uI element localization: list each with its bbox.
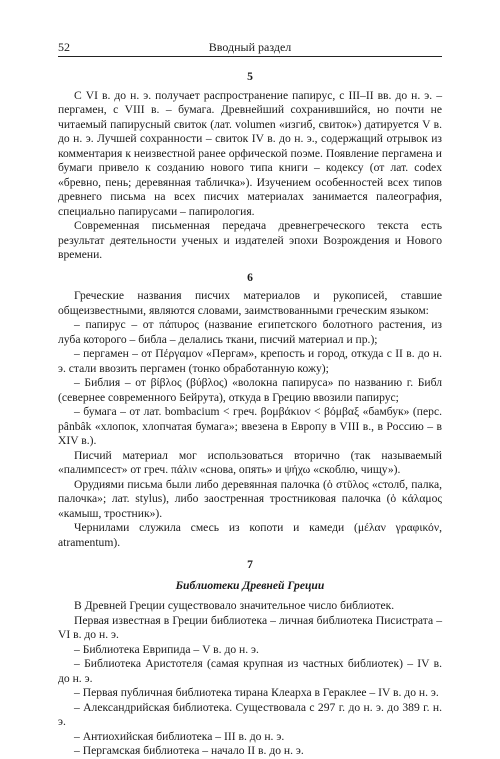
list-item: – Библия – от βίβλος (βύβλος) «волокна папируса» по названию г. Библ (севернее современного Бейрута), откуда в Грецию ввозили папирус; (58, 376, 442, 404)
paragraph: Греческие названия писчих материалов и рукописей, ставшие общеизвестными, являются словами, заимствованными греческим языком: (58, 289, 442, 317)
list-item: – пергамен – от Πέργαμον «Пергам», крепость и город, откуда с II в. до н. э. стали ввозить пергамен (тонко обработанную кожу); (58, 347, 442, 375)
section-number: 6 (247, 270, 253, 284)
list-item: – Библиотека Аристотеля (самая крупная из частных библиотек) – IV в. до н. э. (58, 657, 442, 685)
paragraph: В Древней Греции существовало значительное число библиотек. (74, 599, 395, 612)
paragraph: Орудиями письма были либо деревянная палочка (ὁ στῦλος «столб, палка, палочка»; лат. stylus), либо заостренная тростниковая палочка (ὁ κάλαμος «камыш, тростник»). (58, 477, 442, 520)
list-item: – Александрийская библиотека. Существовала с 297 г. до н. э. до 389 г. н. э. (58, 700, 442, 728)
list-item: – Библиотека Еврипида – V в. до н. э. (74, 642, 259, 656)
list-item: – Пергамская библиотека – начало II в. до н. э. (74, 744, 304, 757)
section-number: 7 (247, 558, 253, 571)
page-header (58, 40, 442, 57)
page-content (58, 68, 442, 759)
paragraph: Современная письменная передача древнегреческого текста есть результат деятельности ученых и издателей эпохи Возрождения и Нового времени. (58, 219, 442, 261)
list-item: – бумага – от лат. bombacium < греч. βομβάκιον < βόμβαξ «бамбук» (перс. pânbâk «хлопок, хлопчатая бумага»; ввезена в Европу в VIII в., в Россию – в XIV в.). (58, 405, 442, 447)
list-item: – папирус – от πάπυρος (название египетского болотного растения, из луба которого – библа – делались ткани, писчий материал и пр.); (58, 318, 442, 346)
section-title: Библиотеки Древней Греции (175, 578, 325, 592)
list-item: – Антиохийская библиотека – III в. до н. э. (74, 729, 285, 743)
paragraph: Первая известная в Греции библиотека – личная библиотека Писистрата – VI в. до н. э. (58, 613, 442, 641)
running-head: Вводный раздел (208, 40, 292, 54)
paragraph: С VI в. до н. э. получает распространение папирус, с III–II вв. до н. э. – пергамен, с VIII в. – бумага. Древнейший сохранившийся, но почти не читаемый папирусный свиток (лат. volumen «изгиб, свиток») датируется V в. до н. э. Лучшей сохранности – свиток IV в. до н. э., содержащий отрывок из комментария к неизвестной ранее орфической поэме. Появление пергамена и бумаги привело к созданию нового типа книги – кодексу (от лат. codex «бревно, пень; деревянная табличка»). Изучением особенностей всех типов древнего письма на всех писчих материалах занимается палеография, специально папирусами – папирология. (58, 88, 442, 218)
paragraph: Чернилами служила смесь из копоти и камеди (μέλαν γραφικόν, atramentum). (58, 521, 442, 549)
list-item: – Первая публичная библиотека тирана Клеарха в Гераклее – IV в. до н. э. (74, 686, 439, 699)
page-number: 52 (58, 40, 70, 54)
paragraph: Писчий материал мог использоваться вторично (так называемый «палимпсест» от греч. πάλιν «снова, опять» и ψήχω «скоблю, чищу»). (58, 448, 442, 476)
section-number: 5 (247, 70, 253, 83)
